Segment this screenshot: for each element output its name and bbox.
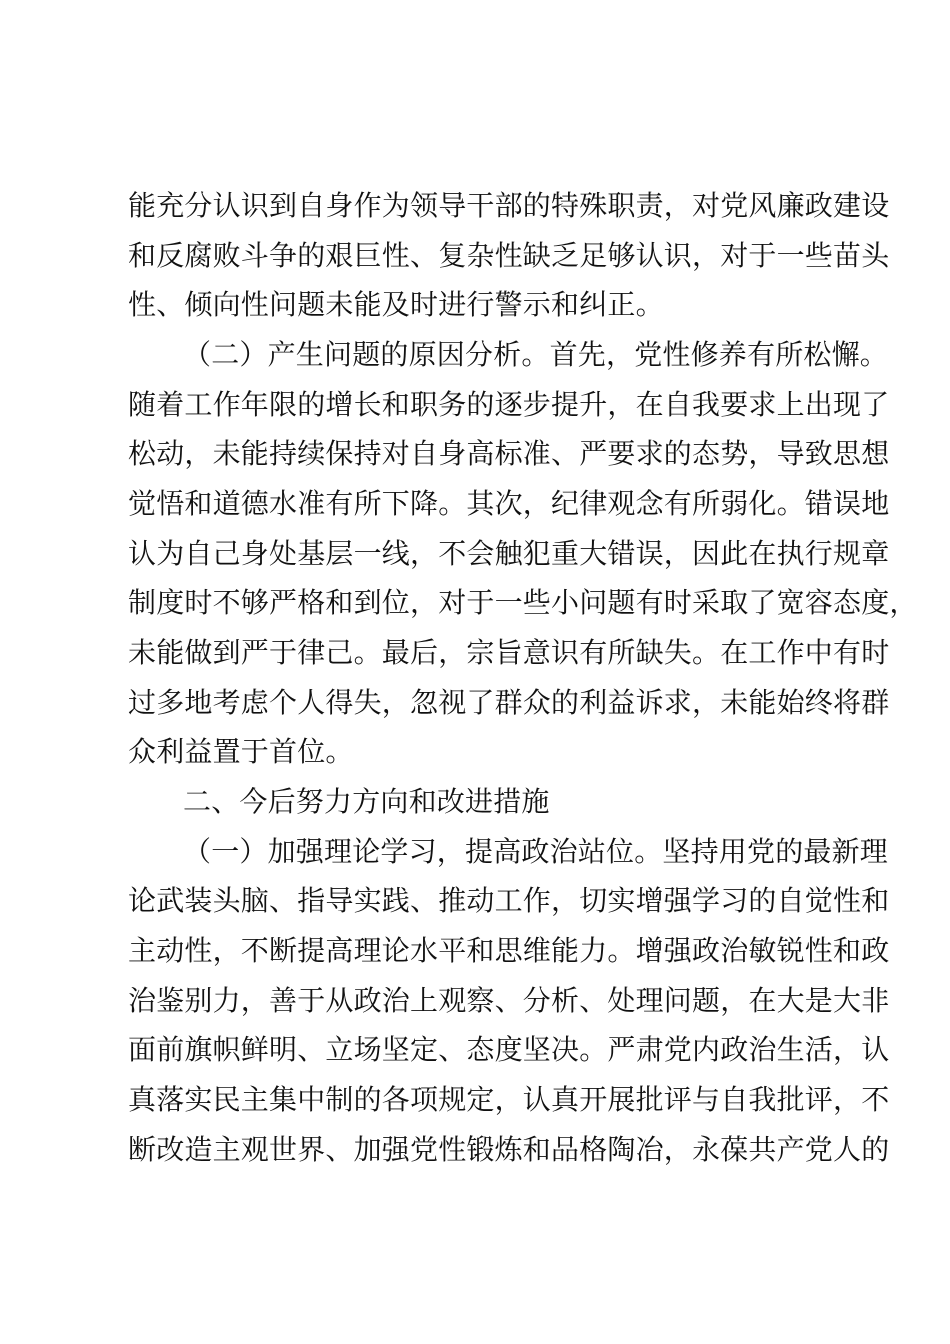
text-line: 主动性，不断提高理论水平和思维能力。增强政治敏锐性和政: [128, 934, 890, 967]
text-line: 过多地考虑个人得失，忽视了群众的利益诉求，未能始终将群: [128, 686, 890, 719]
text-line: 未能做到严于律己。最后，宗旨意识有所缺失。在工作中有时: [128, 636, 890, 669]
text-line: 性、倾向性问题未能及时进行警示和纠正。: [128, 288, 664, 321]
text-line: 断改造主观世界、加强党性锻炼和品格陶冶，永葆共产党人的: [128, 1133, 890, 1166]
text-line: 和反腐败斗争的艰巨性、复杂性缺乏足够认识，对于一些苗头: [128, 239, 890, 272]
text-line: 随着工作年限的增长和职务的逐步提升，在自我要求上出现了: [128, 388, 890, 421]
text-line: 认为自己身处基层一线，不会触犯重大错误，因此在执行规章: [128, 537, 890, 570]
text-line: 面前旗帜鲜明、立场坚定、态度坚决。严肃党内政治生活，认: [128, 1033, 890, 1066]
text-line: 治鉴别力，善于从政治上观察、分析、处理问题，在大是大非: [128, 984, 890, 1017]
text-line: 觉悟和道德水准有所下降。其次，纪律观念有所弱化。错误地: [128, 487, 890, 520]
text-line: 众利益置于首位。: [128, 735, 354, 768]
section-heading: 二、今后努力方向和改进措施: [183, 785, 550, 818]
text-line: 真落实民主集中制的各项规定，认真开展批评与自我批评，不: [128, 1083, 890, 1116]
text-line: 能充分认识到自身作为领导干部的特殊职责，对党风廉政建设: [128, 189, 890, 222]
text-line: 松动，未能持续保持对自身高标准、严要求的态势，导致思想: [128, 437, 890, 470]
text-line: （一）加强理论学习，提高政治站位。坚持用党的最新理: [183, 835, 889, 868]
text-line: 制度时不够严格和到位，对于一些小问题有时采取了宽容态度，: [128, 586, 918, 619]
text-line: 论武装头脑、指导实践、推动工作，切实增强学习的自觉性和: [128, 884, 890, 917]
text-line: （二）产生问题的原因分析。首先，党性修养有所松懈。: [183, 338, 889, 371]
